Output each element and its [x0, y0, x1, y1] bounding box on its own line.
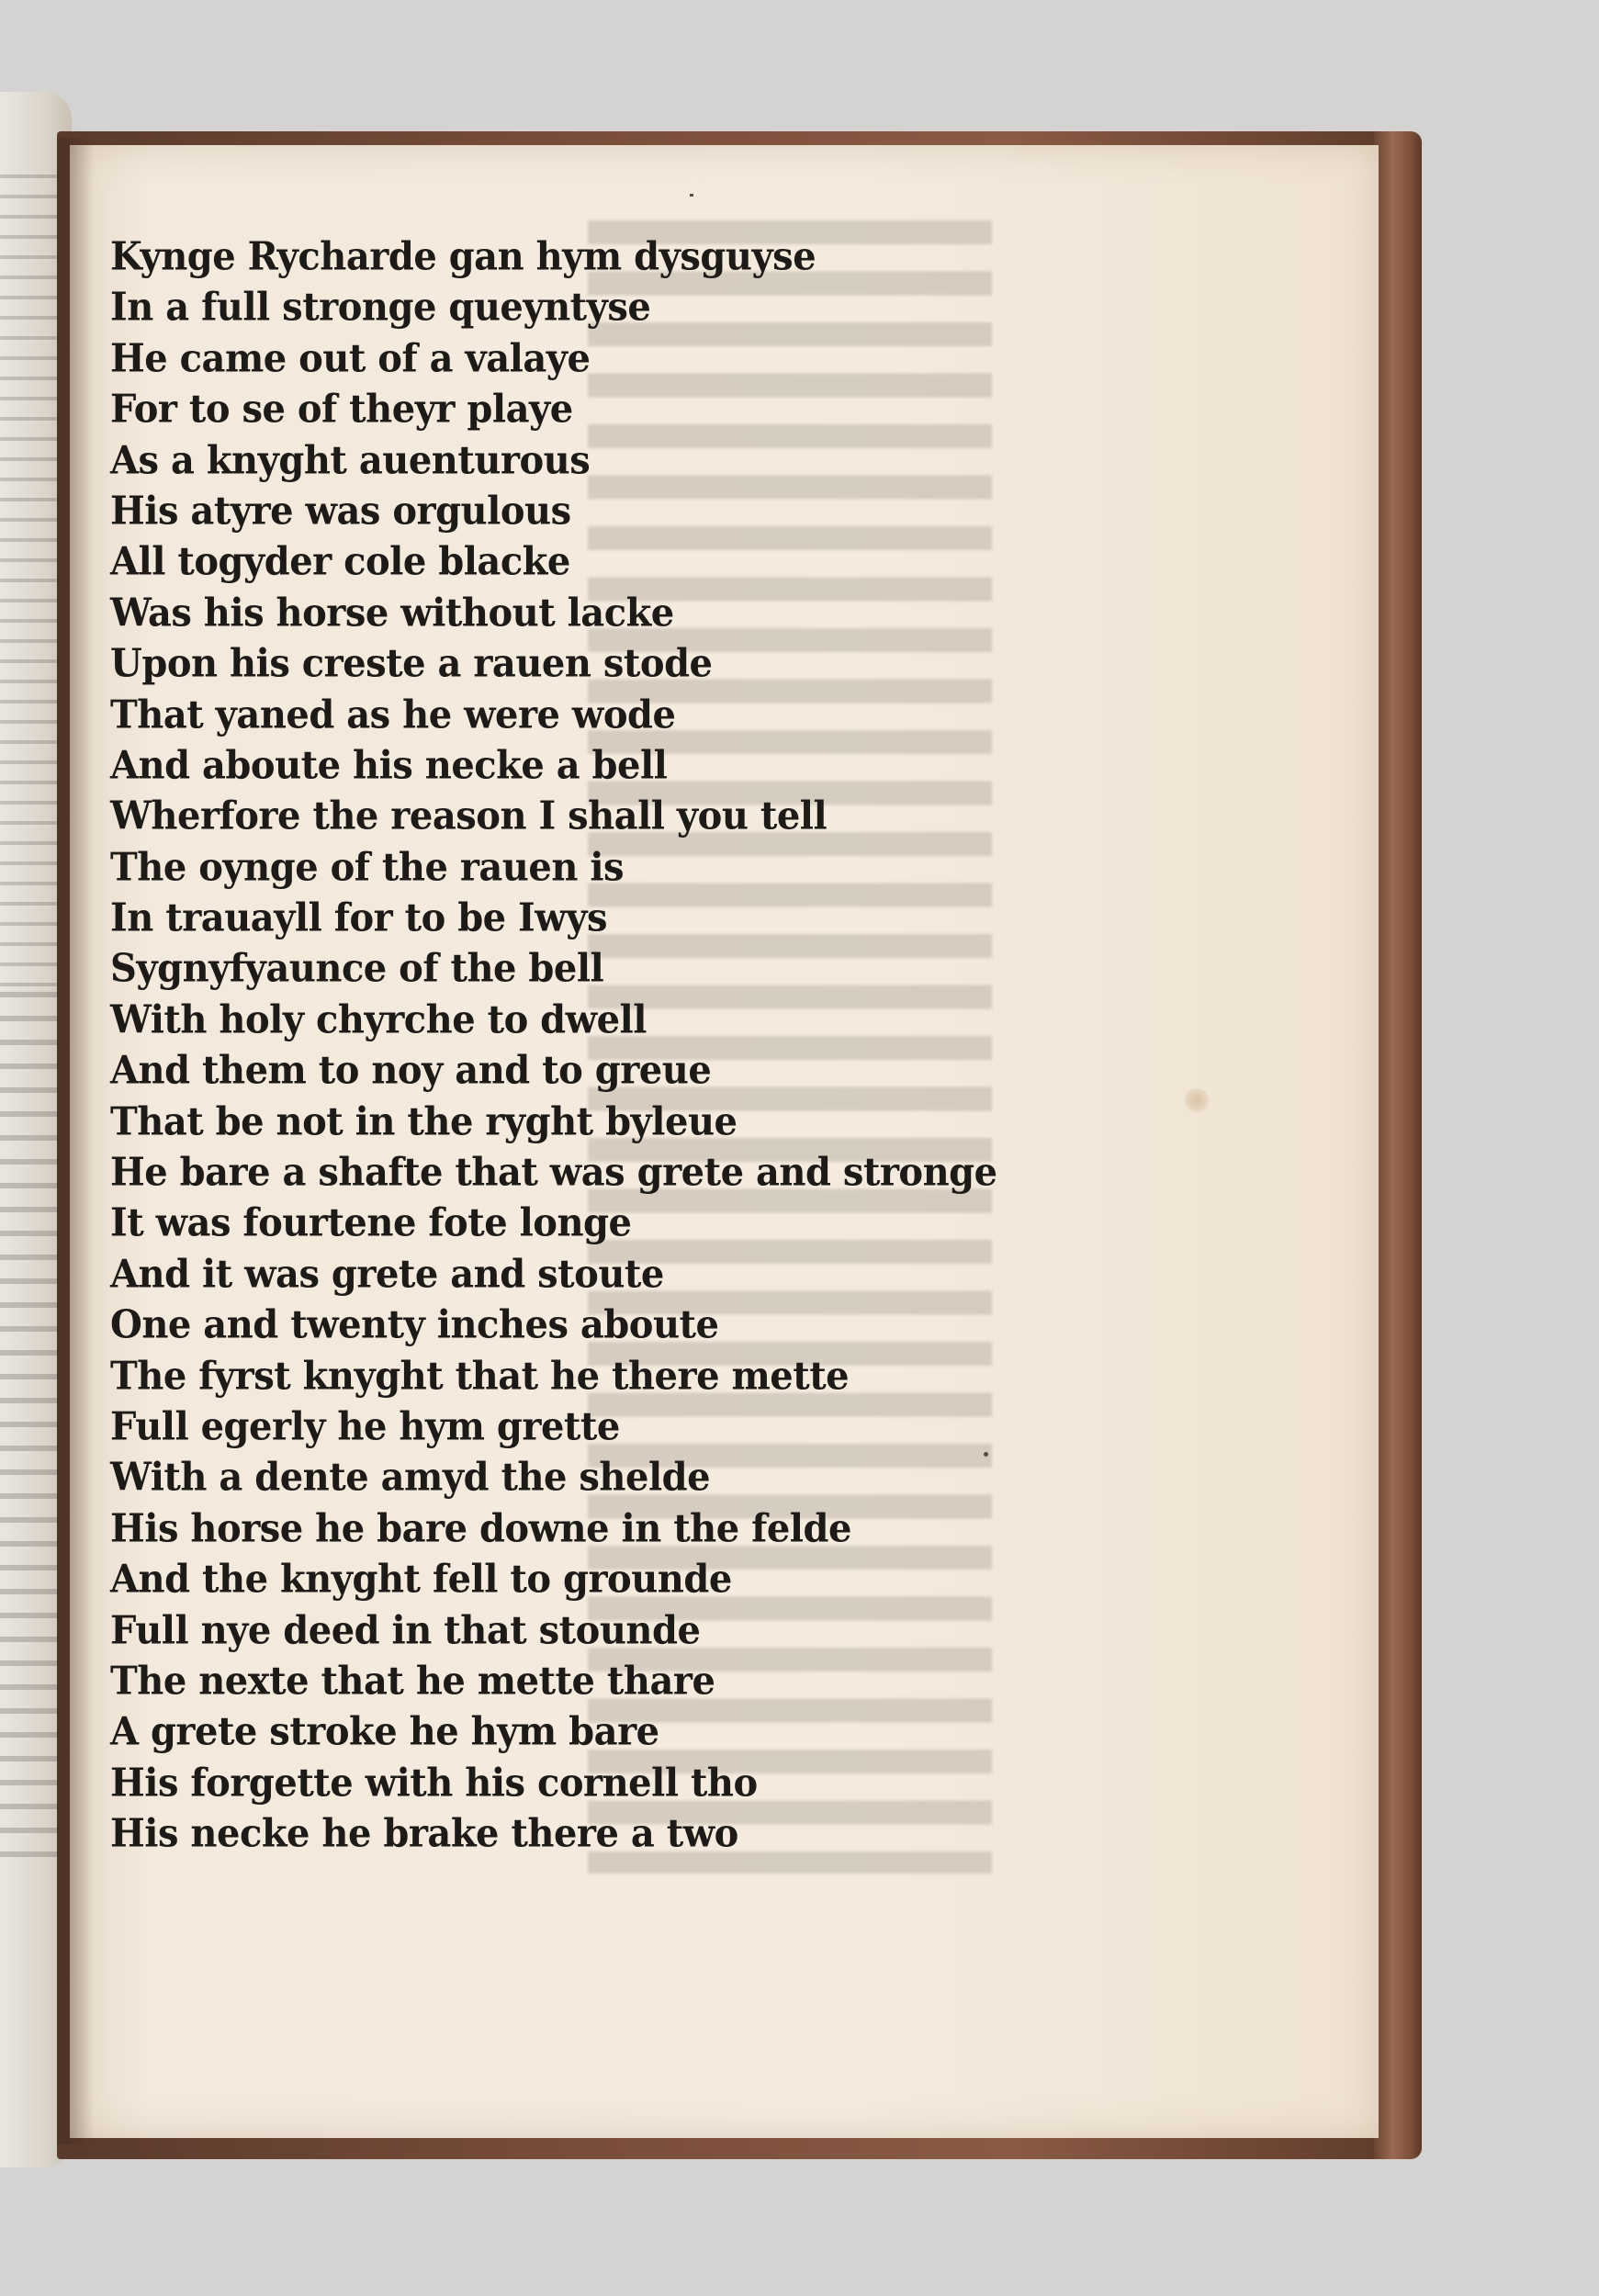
verse-line: And the knyght fell to grounde [110, 1556, 732, 1603]
verse-line: In trauayll for to be Iwys [110, 895, 607, 941]
verse-line: With holy chyrche to dwell [110, 996, 647, 1043]
facing-page-text [0, 992, 64, 1874]
verse-line: Sygnyfyaunce of the bell [110, 946, 604, 992]
verse-line: And aboute his necke a bell [110, 742, 668, 789]
verse-line: That yaned as he were wode [110, 692, 676, 737]
verse-line: Kynge Rycharde gan hym dysguyse [110, 233, 816, 280]
verse-line: Full egerly he hym grette [110, 1403, 620, 1450]
page-speck [690, 194, 693, 197]
verse-line: Upon his creste a rauen stode [110, 640, 713, 687]
verse-line: A grete stroke he hym bare [110, 1709, 659, 1755]
verse-line: The oynge of the rauen is [110, 844, 625, 890]
verse-line: And them to noy and to greue [110, 1048, 712, 1094]
binding-edge [1374, 131, 1422, 2159]
verse-line: His forgette with his cornell tho [110, 1760, 758, 1806]
verse-line: In a full stronge queyntyse [110, 285, 651, 331]
verse-line: He came out of a valaye [110, 335, 591, 381]
page-stain [1185, 1088, 1209, 1112]
verse-line: As a knyght auenturous [110, 437, 591, 483]
verse-line: Was his horse without lacke [110, 590, 674, 636]
verse-line: His necke he brake there a two [110, 1810, 738, 1857]
verse-line: For to se of theyr playe [110, 386, 573, 433]
verse-line: The fyrst knyght that he there mette [110, 1353, 850, 1399]
verse-line: All togyder cole blacke [110, 539, 570, 585]
verse-line: His horse he bare downe in the felde [110, 1505, 851, 1551]
gutter-shadow [57, 138, 94, 2144]
verse-line: And it was grete and stoute [110, 1251, 664, 1297]
verse-line: The nexte that he mette thare [110, 1658, 715, 1705]
verse-line: That be not in the ryght byleue [110, 1098, 738, 1144]
verse-line: With a dente amyd the shelde [110, 1455, 711, 1501]
verse-line: One and twenty inches aboute [110, 1302, 719, 1348]
verse-line: It was fourtene fote longe [110, 1200, 632, 1246]
verse-text [110, 231, 997, 1860]
verse-line: He bare a shafte that was grete and stronge [110, 1149, 997, 1196]
verse-line: Full nye deed in that stounde [110, 1607, 701, 1653]
verse-line: Wherfore the reason I shall you tell [110, 793, 828, 839]
verse-line: His atyre was orgulous [110, 488, 571, 535]
